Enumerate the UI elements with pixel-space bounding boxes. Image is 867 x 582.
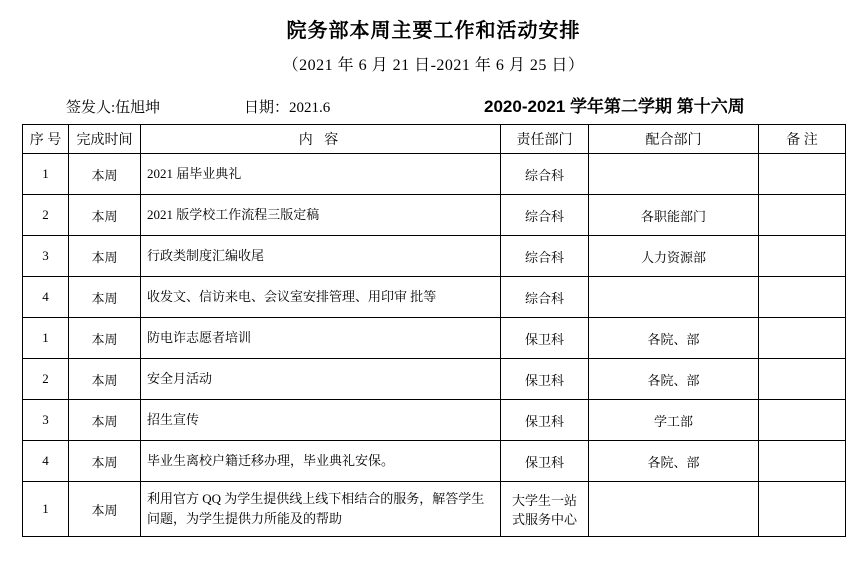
cell-no: 1	[23, 482, 69, 537]
table-row	[23, 154, 846, 195]
table-row	[23, 400, 846, 441]
cell-content: 行政类制度汇编收尾	[141, 236, 501, 277]
cell-content: 防电诈志愿者培训	[141, 318, 501, 359]
page-title: 院务部本周主要工作和活动安排	[286, 20, 581, 42]
cell-no: 4	[23, 441, 69, 482]
cell-content: 毕业生离校户籍迁移办理，毕业典礼安保。	[141, 441, 501, 482]
cell-time: 本周	[69, 277, 141, 318]
cell-coop: 人力资源部	[589, 236, 759, 277]
document-page	[0, 14, 867, 582]
cell-coop: 各院、部	[589, 441, 759, 482]
cell-dept: 综合科	[501, 195, 589, 236]
cell-time: 本周	[69, 482, 141, 537]
meta-signer: 签发人:伍旭坤	[66, 100, 161, 116]
cell-content: 收发文、信访来电、会议室安排管理、用印审 批等	[141, 277, 501, 318]
cell-coop: 各院、部	[589, 359, 759, 400]
cell-no: 3	[23, 236, 69, 277]
cell-no: 1	[23, 154, 69, 195]
cell-content: 利用官方 QQ 为学生提供线上线下相结合的服务，解答学生问题，为学生提供力所能及的帮助	[141, 482, 501, 537]
cell-coop: 各职能部门	[589, 195, 759, 236]
cell-dept: 保卫科	[501, 359, 589, 400]
meta-date: 日期：2021.6	[244, 100, 331, 116]
meta-term-week: 2020-2021 学年第二学期 第十六周	[484, 97, 745, 116]
cell-dept: 综合科	[501, 277, 589, 318]
table-row	[23, 441, 846, 482]
cell-no: 4	[23, 277, 69, 318]
cell-time: 本周	[69, 318, 141, 359]
table-row	[23, 277, 846, 318]
table-row	[23, 318, 846, 359]
cell-time: 本周	[69, 154, 141, 195]
cell-remark	[759, 195, 846, 236]
cell-dept: 保卫科	[501, 400, 589, 441]
cell-dept: 综合科	[501, 154, 589, 195]
schedule-table	[22, 124, 846, 537]
cell-coop	[589, 482, 759, 537]
table-row	[23, 482, 846, 537]
column-header-remark: 备 注	[759, 125, 846, 154]
cell-content: 2021 版学校工作流程三版定稿	[141, 195, 501, 236]
cell-time: 本周	[69, 236, 141, 277]
cell-content: 安全月活动	[141, 359, 501, 400]
document-meta	[22, 92, 845, 122]
cell-no: 1	[23, 318, 69, 359]
table-row	[23, 195, 846, 236]
table-body	[23, 154, 846, 537]
cell-coop: 学工部	[589, 400, 759, 441]
cell-remark	[759, 359, 846, 400]
cell-dept: 大学生一站式服务中心	[501, 482, 589, 537]
cell-remark	[759, 400, 846, 441]
cell-remark	[759, 236, 846, 277]
table-header	[23, 125, 846, 154]
column-header-coop: 配合部门	[589, 125, 759, 154]
cell-coop	[589, 277, 759, 318]
cell-dept: 保卫科	[501, 441, 589, 482]
cell-content: 招生宣传	[141, 400, 501, 441]
cell-remark	[759, 482, 846, 537]
cell-dept: 综合科	[501, 236, 589, 277]
cell-time: 本周	[69, 400, 141, 441]
cell-no: 2	[23, 195, 69, 236]
column-header-time: 完成时间	[69, 125, 141, 154]
cell-time: 本周	[69, 441, 141, 482]
cell-dept: 保卫科	[501, 318, 589, 359]
cell-content: 2021 届毕业典礼	[141, 154, 501, 195]
table-header-row	[23, 125, 846, 154]
table-row	[23, 236, 846, 277]
cell-coop	[589, 154, 759, 195]
cell-remark	[759, 154, 846, 195]
cell-time: 本周	[69, 195, 141, 236]
cell-no: 3	[23, 400, 69, 441]
table-row	[23, 359, 846, 400]
column-header-no: 序 号	[23, 125, 69, 154]
column-header-content: 内 容	[141, 125, 501, 154]
cell-no: 2	[23, 359, 69, 400]
cell-time: 本周	[69, 359, 141, 400]
cell-remark	[759, 441, 846, 482]
column-header-dept: 责任部门	[501, 125, 589, 154]
cell-remark	[759, 318, 846, 359]
cell-coop: 各院、部	[589, 318, 759, 359]
cell-remark	[759, 277, 846, 318]
page-subtitle-date-range: （2021 年 6 月 21 日-2021 年 6 月 25 日）	[282, 57, 585, 74]
